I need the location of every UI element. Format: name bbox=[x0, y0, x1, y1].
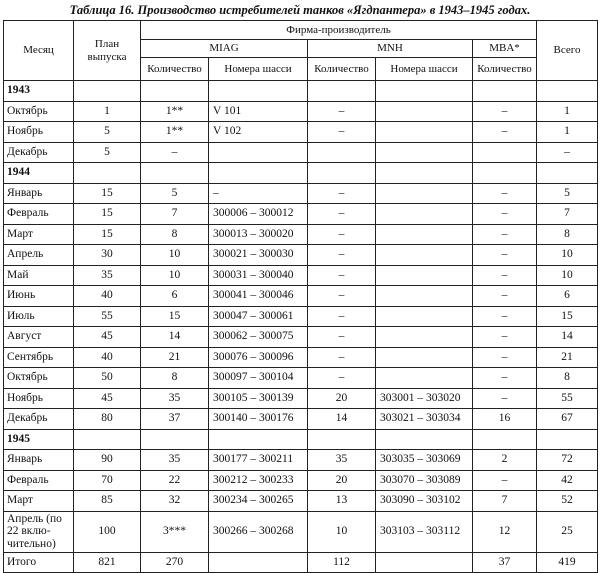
plan-cell: 35 bbox=[74, 265, 141, 286]
empty-cell bbox=[308, 81, 376, 102]
plan-cell: 45 bbox=[74, 388, 141, 409]
mnh-chassis-cell bbox=[376, 142, 473, 163]
total-cell: 10 bbox=[537, 245, 598, 266]
total-cell: – bbox=[537, 142, 598, 163]
table-row bbox=[4, 327, 598, 348]
empty-cell bbox=[376, 429, 473, 450]
total-cell: 7 bbox=[537, 204, 598, 225]
mnh-chassis-cell bbox=[376, 204, 473, 225]
plan-cell: 15 bbox=[74, 183, 141, 204]
header-mnh: MNH bbox=[308, 40, 473, 58]
table-body bbox=[4, 81, 598, 573]
table-row bbox=[4, 511, 598, 552]
table-row bbox=[4, 224, 598, 245]
mnh-qty-cell: 20 bbox=[308, 388, 376, 409]
month-cell: Август bbox=[4, 327, 74, 348]
miag-chassis-cell: – bbox=[209, 183, 308, 204]
table-row bbox=[4, 347, 598, 368]
year-row bbox=[4, 429, 598, 450]
mnh-chassis-cell bbox=[376, 224, 473, 245]
mba-qty-cell: – bbox=[473, 122, 537, 143]
table-caption: Таблица 16. Производство истребителей танков «Ягдпантера» в 1943–1945 годах. bbox=[69, 3, 531, 17]
month-cell: Декабрь bbox=[4, 142, 74, 163]
miag-qty-cell: 5 bbox=[141, 183, 209, 204]
mnh-chassis-cell: 303090 – 303102 bbox=[376, 491, 473, 512]
miag-qty-cell: 1** bbox=[141, 122, 209, 143]
header-manufacturer: Фирма-производитель bbox=[141, 21, 537, 40]
header-mba-qty: Количество bbox=[473, 58, 537, 81]
plan-cell: 85 bbox=[74, 491, 141, 512]
mnh-qty-cell: – bbox=[308, 245, 376, 266]
month-cell: Июль bbox=[4, 306, 74, 327]
miag-chassis-cell: 300105 – 300139 bbox=[209, 388, 308, 409]
mnh-chassis-cell bbox=[376, 368, 473, 389]
mba-qty-cell: – bbox=[473, 306, 537, 327]
mba-qty-cell: – bbox=[473, 183, 537, 204]
mnh-qty-cell: – bbox=[308, 101, 376, 122]
empty-cell bbox=[141, 81, 209, 102]
mnh-qty-cell: – bbox=[308, 204, 376, 225]
month-cell: Октябрь bbox=[4, 368, 74, 389]
miag-qty-cell: 15 bbox=[141, 306, 209, 327]
miag-chassis-cell: V 102 bbox=[209, 122, 308, 143]
totals-miag-qty: 270 bbox=[141, 552, 209, 573]
miag-chassis-cell: 300013 – 300020 bbox=[209, 224, 308, 245]
mnh-chassis-cell bbox=[376, 183, 473, 204]
table-row bbox=[4, 245, 598, 266]
mnh-chassis-cell: 303001 – 303020 bbox=[376, 388, 473, 409]
miag-qty-cell: – bbox=[141, 142, 209, 163]
miag-qty-cell: 37 bbox=[141, 409, 209, 430]
table-row bbox=[4, 265, 598, 286]
mba-qty-cell: – bbox=[473, 327, 537, 348]
totals-total: 419 bbox=[537, 552, 598, 573]
month-cell: Июнь bbox=[4, 286, 74, 307]
mnh-qty-cell: – bbox=[308, 286, 376, 307]
plan-cell: 90 bbox=[74, 450, 141, 471]
total-cell: 10 bbox=[537, 265, 598, 286]
plan-cell: 45 bbox=[74, 327, 141, 348]
plan-cell: 55 bbox=[74, 306, 141, 327]
miag-chassis-cell: 300047 – 300061 bbox=[209, 306, 308, 327]
mba-qty-cell: – bbox=[473, 286, 537, 307]
miag-chassis-cell: 300234 – 300265 bbox=[209, 491, 308, 512]
mnh-chassis-cell bbox=[376, 327, 473, 348]
empty-cell bbox=[141, 429, 209, 450]
year-row bbox=[4, 163, 598, 184]
empty-cell bbox=[473, 81, 537, 102]
header-mnh-qty: Количество bbox=[308, 58, 376, 81]
header-miag-chassis: Номера шасси bbox=[209, 58, 308, 81]
mba-qty-cell: 2 bbox=[473, 450, 537, 471]
month-cell: Ноябрь bbox=[4, 122, 74, 143]
empty-cell bbox=[473, 429, 537, 450]
year-row bbox=[4, 81, 598, 102]
total-cell: 6 bbox=[537, 286, 598, 307]
plan-cell: 80 bbox=[74, 409, 141, 430]
table-row bbox=[4, 122, 598, 143]
total-cell: 5 bbox=[537, 183, 598, 204]
miag-chassis-cell bbox=[209, 142, 308, 163]
empty-cell bbox=[537, 81, 598, 102]
totals-mnh-chassis bbox=[376, 552, 473, 573]
year-label: 1944 bbox=[4, 163, 74, 184]
mba-qty-cell: – bbox=[473, 101, 537, 122]
table-row bbox=[4, 388, 598, 409]
year-label: 1943 bbox=[4, 81, 74, 102]
mnh-chassis-cell: 303035 – 303069 bbox=[376, 450, 473, 471]
empty-cell bbox=[74, 163, 141, 184]
table-row bbox=[4, 204, 598, 225]
miag-chassis-cell: 300140 – 300176 bbox=[209, 409, 308, 430]
mnh-chassis-cell: 303103 – 303112 bbox=[376, 511, 473, 552]
month-cell: Март bbox=[4, 491, 74, 512]
miag-qty-cell: 35 bbox=[141, 388, 209, 409]
empty-cell bbox=[537, 429, 598, 450]
plan-cell: 5 bbox=[74, 142, 141, 163]
miag-qty-cell: 6 bbox=[141, 286, 209, 307]
empty-cell bbox=[74, 429, 141, 450]
table-row bbox=[4, 306, 598, 327]
month-cell: Февраль bbox=[4, 470, 74, 491]
mnh-qty-cell: 20 bbox=[308, 470, 376, 491]
month-cell: Апрель (по 22 вклю- чительно) bbox=[4, 511, 74, 552]
miag-qty-cell: 10 bbox=[141, 265, 209, 286]
header-month: Месяц bbox=[4, 21, 74, 81]
totals-mba-qty: 37 bbox=[473, 552, 537, 573]
miag-chassis-cell: 300177 – 300211 bbox=[209, 450, 308, 471]
mnh-chassis-cell bbox=[376, 306, 473, 327]
month-cell: Декабрь bbox=[4, 409, 74, 430]
total-cell: 42 bbox=[537, 470, 598, 491]
plan-cell: 40 bbox=[74, 286, 141, 307]
month-cell: Февраль bbox=[4, 204, 74, 225]
month-cell: Март bbox=[4, 224, 74, 245]
header-mnh-chassis: Номера шасси bbox=[376, 58, 473, 81]
plan-cell: 40 bbox=[74, 347, 141, 368]
empty-cell bbox=[74, 81, 141, 102]
table-row bbox=[4, 491, 598, 512]
total-cell: 25 bbox=[537, 511, 598, 552]
mnh-chassis-cell: 303070 – 303089 bbox=[376, 470, 473, 491]
month-cell: Январь bbox=[4, 450, 74, 471]
plan-cell: 50 bbox=[74, 368, 141, 389]
total-cell: 52 bbox=[537, 491, 598, 512]
miag-chassis-cell: 300062 – 300075 bbox=[209, 327, 308, 348]
table-row bbox=[4, 450, 598, 471]
mnh-qty-cell: – bbox=[308, 224, 376, 245]
total-cell: 8 bbox=[537, 368, 598, 389]
mnh-chassis-cell bbox=[376, 101, 473, 122]
total-cell: 72 bbox=[537, 450, 598, 471]
plan-cell: 30 bbox=[74, 245, 141, 266]
total-cell: 67 bbox=[537, 409, 598, 430]
table-row bbox=[4, 409, 598, 430]
plan-cell: 15 bbox=[74, 204, 141, 225]
mnh-chassis-cell bbox=[376, 245, 473, 266]
total-cell: 55 bbox=[537, 388, 598, 409]
table-header bbox=[4, 21, 598, 81]
total-cell: 1 bbox=[537, 122, 598, 143]
miag-chassis-cell: 300212 – 300233 bbox=[209, 470, 308, 491]
mnh-chassis-cell: 303021 – 303034 bbox=[376, 409, 473, 430]
miag-qty-cell: 32 bbox=[141, 491, 209, 512]
miag-chassis-cell: 300031 – 300040 bbox=[209, 265, 308, 286]
totals-mnh-qty: 112 bbox=[308, 552, 376, 573]
mnh-chassis-cell bbox=[376, 265, 473, 286]
miag-qty-cell: 10 bbox=[141, 245, 209, 266]
empty-cell bbox=[209, 81, 308, 102]
mba-qty-cell: 7 bbox=[473, 491, 537, 512]
totals-row bbox=[4, 552, 598, 573]
mba-qty-cell: 12 bbox=[473, 511, 537, 552]
empty-cell bbox=[537, 163, 598, 184]
miag-chassis-cell: 300021 – 300030 bbox=[209, 245, 308, 266]
table-row bbox=[4, 470, 598, 491]
total-cell: 8 bbox=[537, 224, 598, 245]
mba-qty-cell bbox=[473, 142, 537, 163]
table-row bbox=[4, 142, 598, 163]
mba-qty-cell: – bbox=[473, 265, 537, 286]
total-cell: 1 bbox=[537, 101, 598, 122]
month-cell: Октябрь bbox=[4, 101, 74, 122]
mnh-qty-cell: 14 bbox=[308, 409, 376, 430]
mba-qty-cell: – bbox=[473, 204, 537, 225]
header-plan: План выпуска bbox=[74, 21, 141, 81]
miag-qty-cell: 3*** bbox=[141, 511, 209, 552]
miag-qty-cell: 22 bbox=[141, 470, 209, 491]
miag-chassis-cell: V 101 bbox=[209, 101, 308, 122]
total-cell: 21 bbox=[537, 347, 598, 368]
empty-cell bbox=[308, 429, 376, 450]
mnh-qty-cell: – bbox=[308, 327, 376, 348]
table-row bbox=[4, 286, 598, 307]
month-cell: Май bbox=[4, 265, 74, 286]
table-row bbox=[4, 101, 598, 122]
empty-cell bbox=[473, 163, 537, 184]
year-label: 1945 bbox=[4, 429, 74, 450]
month-cell: Апрель bbox=[4, 245, 74, 266]
empty-cell bbox=[209, 163, 308, 184]
totals-label: Итого bbox=[4, 552, 74, 573]
mnh-qty-cell: – bbox=[308, 122, 376, 143]
miag-chassis-cell: 300041 – 300046 bbox=[209, 286, 308, 307]
mnh-qty-cell: – bbox=[308, 183, 376, 204]
miag-qty-cell: 21 bbox=[141, 347, 209, 368]
plan-cell: 5 bbox=[74, 122, 141, 143]
plan-cell: 70 bbox=[74, 470, 141, 491]
plan-cell: 100 bbox=[74, 511, 141, 552]
mba-qty-cell: 16 bbox=[473, 409, 537, 430]
mnh-qty-cell bbox=[308, 142, 376, 163]
miag-qty-cell: 35 bbox=[141, 450, 209, 471]
mba-qty-cell: – bbox=[473, 347, 537, 368]
empty-cell bbox=[376, 81, 473, 102]
mba-qty-cell: – bbox=[473, 224, 537, 245]
mnh-qty-cell: – bbox=[308, 306, 376, 327]
mba-qty-cell: – bbox=[473, 470, 537, 491]
totals-miag-chassis bbox=[209, 552, 308, 573]
miag-chassis-cell: 300266 – 300268 bbox=[209, 511, 308, 552]
plan-cell: 15 bbox=[74, 224, 141, 245]
month-cell: Сентябрь bbox=[4, 347, 74, 368]
total-cell: 14 bbox=[537, 327, 598, 348]
empty-cell bbox=[376, 163, 473, 184]
miag-chassis-cell: 300006 – 300012 bbox=[209, 204, 308, 225]
mnh-qty-cell: 10 bbox=[308, 511, 376, 552]
empty-cell bbox=[308, 163, 376, 184]
miag-chassis-cell: 300076 – 300096 bbox=[209, 347, 308, 368]
miag-chassis-cell: 300097 – 300104 bbox=[209, 368, 308, 389]
table-row bbox=[4, 183, 598, 204]
mnh-qty-cell: – bbox=[308, 368, 376, 389]
header-mba: MBA* bbox=[473, 40, 537, 58]
total-cell: 15 bbox=[537, 306, 598, 327]
empty-cell bbox=[141, 163, 209, 184]
production-table bbox=[3, 20, 598, 573]
mnh-chassis-cell bbox=[376, 286, 473, 307]
miag-qty-cell: 1** bbox=[141, 101, 209, 122]
mba-qty-cell: – bbox=[473, 388, 537, 409]
empty-cell bbox=[209, 429, 308, 450]
header-miag: MIAG bbox=[141, 40, 308, 58]
month-cell: Ноябрь bbox=[4, 388, 74, 409]
mnh-chassis-cell bbox=[376, 122, 473, 143]
mba-qty-cell: – bbox=[473, 245, 537, 266]
miag-qty-cell: 8 bbox=[141, 224, 209, 245]
header-total: Всего bbox=[537, 21, 598, 81]
plan-cell: 1 bbox=[74, 101, 141, 122]
mnh-qty-cell: – bbox=[308, 265, 376, 286]
header-miag-qty: Количество bbox=[141, 58, 209, 81]
mnh-qty-cell: 13 bbox=[308, 491, 376, 512]
miag-qty-cell: 14 bbox=[141, 327, 209, 348]
mnh-qty-cell: – bbox=[308, 347, 376, 368]
mnh-qty-cell: 35 bbox=[308, 450, 376, 471]
miag-qty-cell: 7 bbox=[141, 204, 209, 225]
month-cell: Январь bbox=[4, 183, 74, 204]
mnh-chassis-cell bbox=[376, 347, 473, 368]
miag-qty-cell: 8 bbox=[141, 368, 209, 389]
mba-qty-cell: – bbox=[473, 368, 537, 389]
table-row bbox=[4, 368, 598, 389]
totals-plan: 821 bbox=[74, 552, 141, 573]
